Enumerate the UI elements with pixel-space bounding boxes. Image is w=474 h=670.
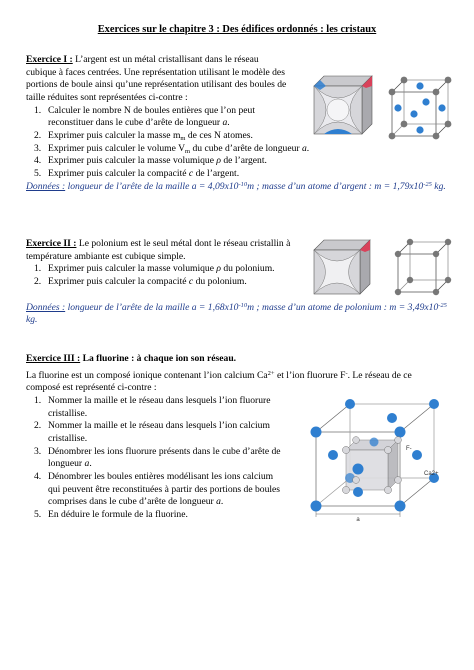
ex1-q5-text: Exprimer puis calculer la compacité c de l’argent. — [48, 167, 240, 179]
ex2-intro-line-0: Le polonium est le seul métal dont le réseau cristallin à — [76, 238, 291, 249]
ex1-donnees-text: longueur de l’arête de la maille $a = 4,09x10^{-10}m$ ; masse d’un atome d’argent : $m = 1,79x10^{-25}$ kg. — [65, 180, 446, 192]
ex3-q1-line-0: Nommer la maille et le réseau dans lesquels l’ion fluorure — [48, 394, 271, 406]
ex3-intro-line-0: La fluorine est un composé ionique contenant l’ion calcium $Ca^{2+}$ et l’ion fluorure F-. Le réseau de ce — [26, 369, 412, 381]
ex2-heading: Exercice II : — [26, 238, 77, 249]
ex1-donnees — [26, 181, 456, 194]
sc-ball-model — [398, 242, 448, 292]
ex1-question-4 — [26, 155, 456, 168]
ex1-q3-number: 3. — [34, 142, 42, 154]
fluorite-f-label: F- — [406, 446, 412, 452]
ex1-q1-line-0: Calculer le nombre N de boules entières que l’on peut — [48, 104, 255, 116]
ex1-q1-number: 1. — [34, 104, 42, 116]
ex3-q2-line-0: Nommer la maille et le réseau dans lesquels l’ion calcium — [48, 420, 270, 432]
ex3-q5-text: En déduire le formule de la fluorine. — [48, 508, 188, 520]
ex3-intro — [26, 370, 456, 395]
ex3-q3-number: 3. — [34, 445, 42, 457]
ex2-q2-number: 2. — [34, 275, 42, 287]
ex3-questions — [26, 395, 296, 522]
ex3-intro-line-1: composé est représenté ci-contre : — [26, 382, 157, 394]
ex3-q5-number: 5. — [34, 508, 42, 520]
ex1-question-5 — [26, 168, 456, 181]
ex3-q1-line-1: cristallise. — [48, 407, 88, 419]
ex3-q4-line-1: qui peuvent être reconstituées à partir des portions de boules — [48, 483, 281, 495]
ex1-donnees-label: Données : — [26, 180, 66, 192]
ex3-q3-line-0: Dénombrer les ions fluorure présents dans le cube d’arête de — [48, 445, 281, 457]
sc-compact-model — [314, 240, 370, 294]
ex3-q4-line-2: comprises dans le cube d’arête de longueur a. — [48, 496, 224, 508]
ex3-q2-number: 2. — [34, 420, 42, 432]
ex2-donnees-text: longueur de l’arête de la maille $a = 1,68x10^{-10}m$ ; masse d’un atome de polonium : $m = 3,49x10^{-25}$ kg. — [26, 301, 447, 326]
fcc-compact-model — [314, 76, 372, 134]
ex1-intro — [26, 54, 298, 105]
ex3-question-2 — [26, 420, 296, 445]
fluorite-ca-label: Ca2+ — [424, 471, 439, 477]
ex3-q2-line-1: cristallise. — [48, 432, 88, 444]
ex2-donnees — [26, 302, 456, 327]
ex1-heading: Exercice I : — [26, 54, 73, 65]
ex1-q2-text: Exprimer puis calculer la masse $m_m$ de ces N atomes. — [48, 129, 253, 142]
fluorite-edge-label: a — [356, 517, 360, 522]
ex1-intro-line-3: taille réduites sont représentées ci-contre : — [26, 91, 188, 103]
ex3-question-4 — [26, 471, 296, 509]
ex3-q4-line-0: Dénombrer les boules entières modélisant les ions calcium — [48, 470, 274, 482]
ex1-q2-number: 2. — [34, 129, 42, 141]
fluorite-cell-figure — [302, 398, 454, 522]
ex1-intro-line-0: L’argent est un métal cristallisant dans le réseau — [72, 54, 259, 65]
ex3-q3-line-1: longueur a. — [48, 458, 92, 470]
ex3-question-1 — [26, 395, 296, 420]
fcc-cell-figure — [306, 70, 454, 146]
ex2-q2-text: Exprimer puis calculer la compacité c du polonium. — [48, 275, 247, 287]
page-title: Exercices sur le chapitre 3 : Des édifices ordonnés : les cristaux — [97, 24, 377, 35]
sc-cell-figure — [310, 238, 454, 296]
ex1-intro-line-2: portions de boule ainsi qu’une représentation utilisant des boules de — [26, 79, 287, 91]
ex3-q4-number: 4. — [34, 470, 42, 482]
ex1-q4-number: 4. — [34, 155, 42, 167]
ex2-q1-number: 1. — [34, 263, 42, 275]
ex3-heading-rest: La fluorine : à chaque ion son réseau. — [80, 353, 237, 364]
ex2-donnees-label: Données : — [26, 301, 66, 313]
ex2-q1-text: Exprimer puis calculer la masse volumique ρ du polonium. — [48, 263, 275, 275]
ex1-q3-text: Exprimer puis calculer le volume $V_m$ du cube d’arête de longueur a. — [48, 142, 310, 155]
ex2-intro — [26, 238, 306, 263]
ex3-heading: Exercice III : — [26, 353, 81, 364]
ex1-intro-line-1: cubique à faces centrées. Une représentation utilisant le modèle des — [26, 66, 285, 78]
ex3-question-3 — [26, 446, 296, 471]
ex1-q5-number: 5. — [34, 167, 42, 179]
ex1-q4-text: Exprimer puis calculer la masse volumique ρ de l’argent. — [48, 155, 267, 167]
ex1-q1-line-1: reconstituer dans le cube d’arête de longueur a. — [48, 117, 230, 129]
ex3-q1-number: 1. — [34, 394, 42, 406]
ex2-intro-line-1: température ambiante est cubique simple. — [26, 250, 186, 262]
ex3-question-5 — [26, 509, 296, 522]
ex3-heading-line — [26, 353, 456, 366]
